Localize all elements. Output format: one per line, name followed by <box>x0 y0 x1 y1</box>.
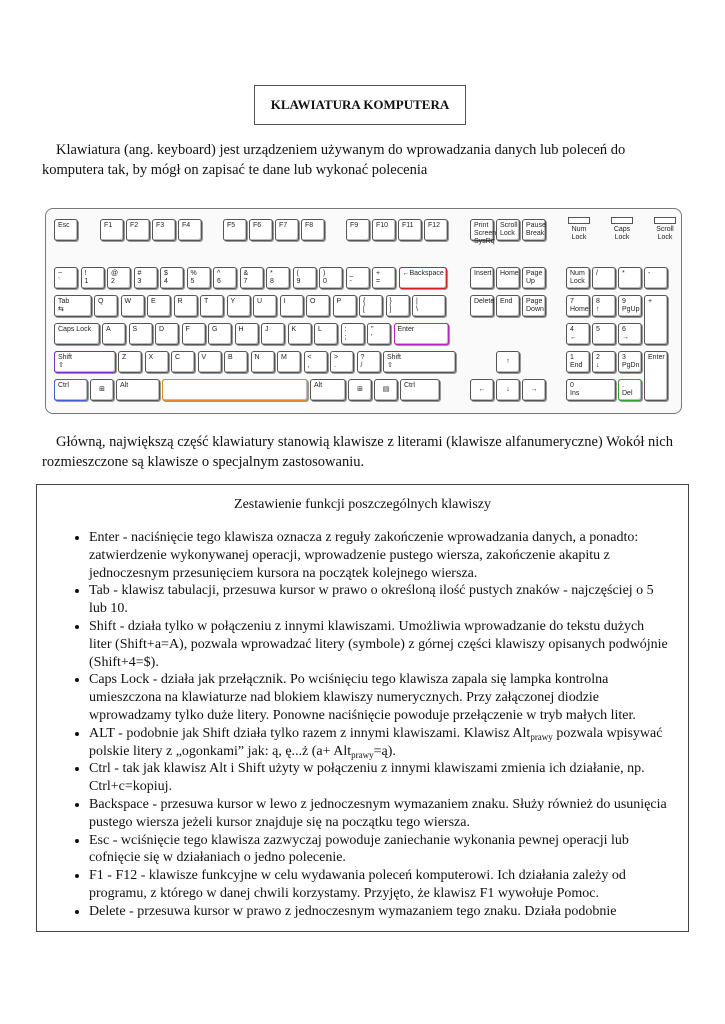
key: C <box>171 351 195 373</box>
page-title: KLAWIATURA KOMPUTERA <box>254 85 466 125</box>
key: A <box>102 323 126 345</box>
key: F8 <box>301 219 325 241</box>
list-item-caps-lock: • Caps Lock - działa jak przełącznik. Po wciśnięciu tego klawisza zapala się lampka kontrolna umieszczona na klawiaturze nad blokiem klawiszy numerycznych. Przy załączonej diodzie wprowadzamy tylko duże litery. Ponowne naciśnięcie powoduje przełączenie w tryb małych liter. <box>89 671 688 724</box>
key: + <box>644 295 668 345</box>
key: F12 <box>424 219 448 241</box>
key: Alt <box>116 379 160 401</box>
key: / <box>592 267 616 289</box>
key: H <box>235 323 259 345</box>
key: G <box>208 323 232 345</box>
key: % 5 <box>187 267 211 289</box>
key: F4 <box>178 219 202 241</box>
key-functions-panel <box>36 484 689 932</box>
key: 2 ↓ <box>592 351 616 373</box>
key: L <box>314 323 338 345</box>
key: Delete <box>470 295 494 317</box>
list-item-ctrl: • Ctrl - tak jak klawisz Alt i Shift użyty w połączeniu z innymi klawiszami zmienia ich działanie, np. Ctrl+c=kopiuj. <box>89 760 688 796</box>
key: ↑ <box>496 351 520 373</box>
key: Enter <box>394 323 449 345</box>
indicator-label: Num Lock <box>571 226 587 241</box>
key: Scroll Lock <box>496 219 520 241</box>
key: * <box>618 267 642 289</box>
key: P <box>333 295 357 317</box>
key: ! 1 <box>81 267 105 289</box>
key: ↓ <box>496 379 520 401</box>
indicator-label: Scroll Lock <box>656 226 674 241</box>
key: F9 <box>346 219 370 241</box>
key: O <box>306 295 330 317</box>
key: Z <box>118 351 142 373</box>
key: D <box>155 323 179 345</box>
list-item-function-keys: • F1 - F12 - klawisze funkcyjne w celu wydawania poleceń komputerowi. Ich działania zależy od programu, z którego w danej chwili korzystamy. Przyjęto, że klawisz F1 wywołuje Pomoc. <box>89 867 688 903</box>
key: . Del <box>618 379 642 401</box>
key: End <box>496 295 520 317</box>
key: B <box>224 351 248 373</box>
key: 9 PgUp <box>618 295 642 317</box>
key: F6 <box>249 219 273 241</box>
key: ) 0 <box>319 267 343 289</box>
key: > . <box>330 351 354 373</box>
key: ? / <box>357 351 381 373</box>
key: 4 ← <box>566 323 590 345</box>
key: Y <box>227 295 251 317</box>
key: Caps Lock <box>54 323 100 345</box>
list-item-shift: • Shift - działa tylko w połączeniu z innymi klawiszami. Umożliwia wprowadzanie do tekstu dużych liter (Shift+a=A), pozwala wprowadzać litery (symbole) z górnej części klawiszy opisanych podwójnie (Shift+4=$). <box>89 618 688 671</box>
list-item-backspace: • Backspace - przesuwa kursor w lewo z jednoczesnym wymazaniem znaku. Służy również do usunięcia pustego wiersza jeżeli kursor znajduje się na początku tego wiersza. <box>89 796 688 832</box>
key: Q <box>94 295 118 317</box>
key: ⊞ <box>90 379 114 401</box>
key: Page Down <box>522 295 546 317</box>
key: U <box>253 295 277 317</box>
key: ⊞ <box>348 379 372 401</box>
key: Esc <box>54 219 78 241</box>
key: ~ ` <box>54 267 78 289</box>
key: K <box>288 323 312 345</box>
key: Pause Break <box>522 219 546 241</box>
key: T <box>200 295 224 317</box>
key <box>162 379 308 401</box>
indicator-label: Caps Lock <box>613 226 631 241</box>
key: _ - <box>346 267 370 289</box>
key: Shift ⇧ <box>383 351 456 373</box>
key: + = <box>372 267 396 289</box>
key: | \ <box>412 295 446 317</box>
key: ← <box>470 379 494 401</box>
key: Insert <box>470 267 494 289</box>
key: 6 → <box>618 323 642 345</box>
middle-paragraph: Główną, największą część klawiatury stanowią klawisze z literami (klawisze alfanumeryczne) Wokół nich rozmieszczone są klawisze o specjalnym zastosowaniu. <box>42 434 673 470</box>
key: * 8 <box>266 267 290 289</box>
key: $ 4 <box>160 267 184 289</box>
key: F <box>182 323 206 345</box>
key: N <box>251 351 275 373</box>
indicator-led <box>654 217 676 224</box>
key: F1 <box>100 219 124 241</box>
key: } ] <box>386 295 410 317</box>
key: F5 <box>223 219 247 241</box>
key: J <box>261 323 285 345</box>
key: Tab ⇆ <box>54 295 92 317</box>
key: Ctrl <box>54 379 88 401</box>
key: ^ 6 <box>213 267 237 289</box>
key: < , <box>304 351 328 373</box>
key: 1 End <box>566 351 590 373</box>
indicator-led <box>568 217 590 224</box>
key: Page Up <box>522 267 546 289</box>
key: M <box>277 351 301 373</box>
key-function-list <box>37 529 688 921</box>
key: Alt <box>310 379 346 401</box>
key: Num Lock <box>566 267 590 289</box>
key: & 7 <box>240 267 264 289</box>
key: @ 2 <box>107 267 131 289</box>
key: ▤ <box>374 379 398 401</box>
key: R <box>174 295 198 317</box>
key: - <box>644 267 668 289</box>
key: 7 Home <box>566 295 590 317</box>
key: 3 PgDn <box>618 351 642 373</box>
key: F3 <box>152 219 176 241</box>
key: : ; <box>341 323 365 345</box>
key: 5 <box>592 323 616 345</box>
key: F10 <box>372 219 396 241</box>
key: F11 <box>398 219 422 241</box>
key: F7 <box>275 219 299 241</box>
key: Print Screen SysRq <box>470 219 494 241</box>
key: F2 <box>126 219 150 241</box>
key: Home <box>496 267 520 289</box>
key: Shift ⇧ <box>54 351 116 373</box>
key: { [ <box>359 295 383 317</box>
list-item-enter: • Enter - naciśnięcie tego klawisza oznacza z reguły zakończenie wprowadzania danych, a ponadto: zatwierdzenie wykonywanej operacji, wprowadzenie pustego wiersza, zakończenie akapitu z jednoczesnym przesunięciem kursora na początek kolejnego wiersza. <box>89 529 688 582</box>
key: 8 ↑ <box>592 295 616 317</box>
list-item-esc: • Esc - wciśnięcie tego klawisza zazwyczaj powoduje zaniechanie wykonania pewnej operacji lub cofnięcie się w działaniach o jedno polecenie. <box>89 832 688 868</box>
key: → <box>522 379 546 401</box>
panel-heading: Zestawienie funkcji poszczególnych klawiszy <box>234 497 491 512</box>
key: Enter <box>644 351 668 401</box>
key: W <box>121 295 145 317</box>
key: Ctrl <box>400 379 440 401</box>
list-item-tab: • Tab - klawisz tabulacji, przesuwa kursor w prawo o określoną ilość pustych znaków - najczęściej o 5 lub 10. <box>89 582 688 618</box>
keyboard-illustration <box>45 208 682 414</box>
key: E <box>147 295 171 317</box>
key: X <box>145 351 169 373</box>
key: ( 9 <box>293 267 317 289</box>
key: I <box>280 295 304 317</box>
key: # 3 <box>134 267 158 289</box>
key: ←Backspace <box>399 267 447 289</box>
intro-paragraph: Klawiatura (ang. keyboard) jest urządzeniem używanym do wprowadzania danych lub poleceń do komputera tak, by mógł on zapisać te dane lub wykonać polecenia <box>42 142 626 178</box>
key: V <box>198 351 222 373</box>
list-item-alt: • ALT - podobnie jak Shift działa tylko razem z innymi klawiszami. Klawisz Alt$_{prawy}$ pozwala wpisywać polskie litery z „ogonkami” jak: ą, ę...ż (a+ Alt$_{prawy}$=ą). <box>89 725 688 761</box>
key: " ' <box>367 323 391 345</box>
key: 0 Ins <box>566 379 616 401</box>
key: S <box>129 323 153 345</box>
list-item-delete: • Delete - przesuwa kursor w prawo z jednoczesnym wymazaniem tego znaku. Działa podobnie <box>89 903 688 921</box>
indicator-led <box>611 217 633 224</box>
